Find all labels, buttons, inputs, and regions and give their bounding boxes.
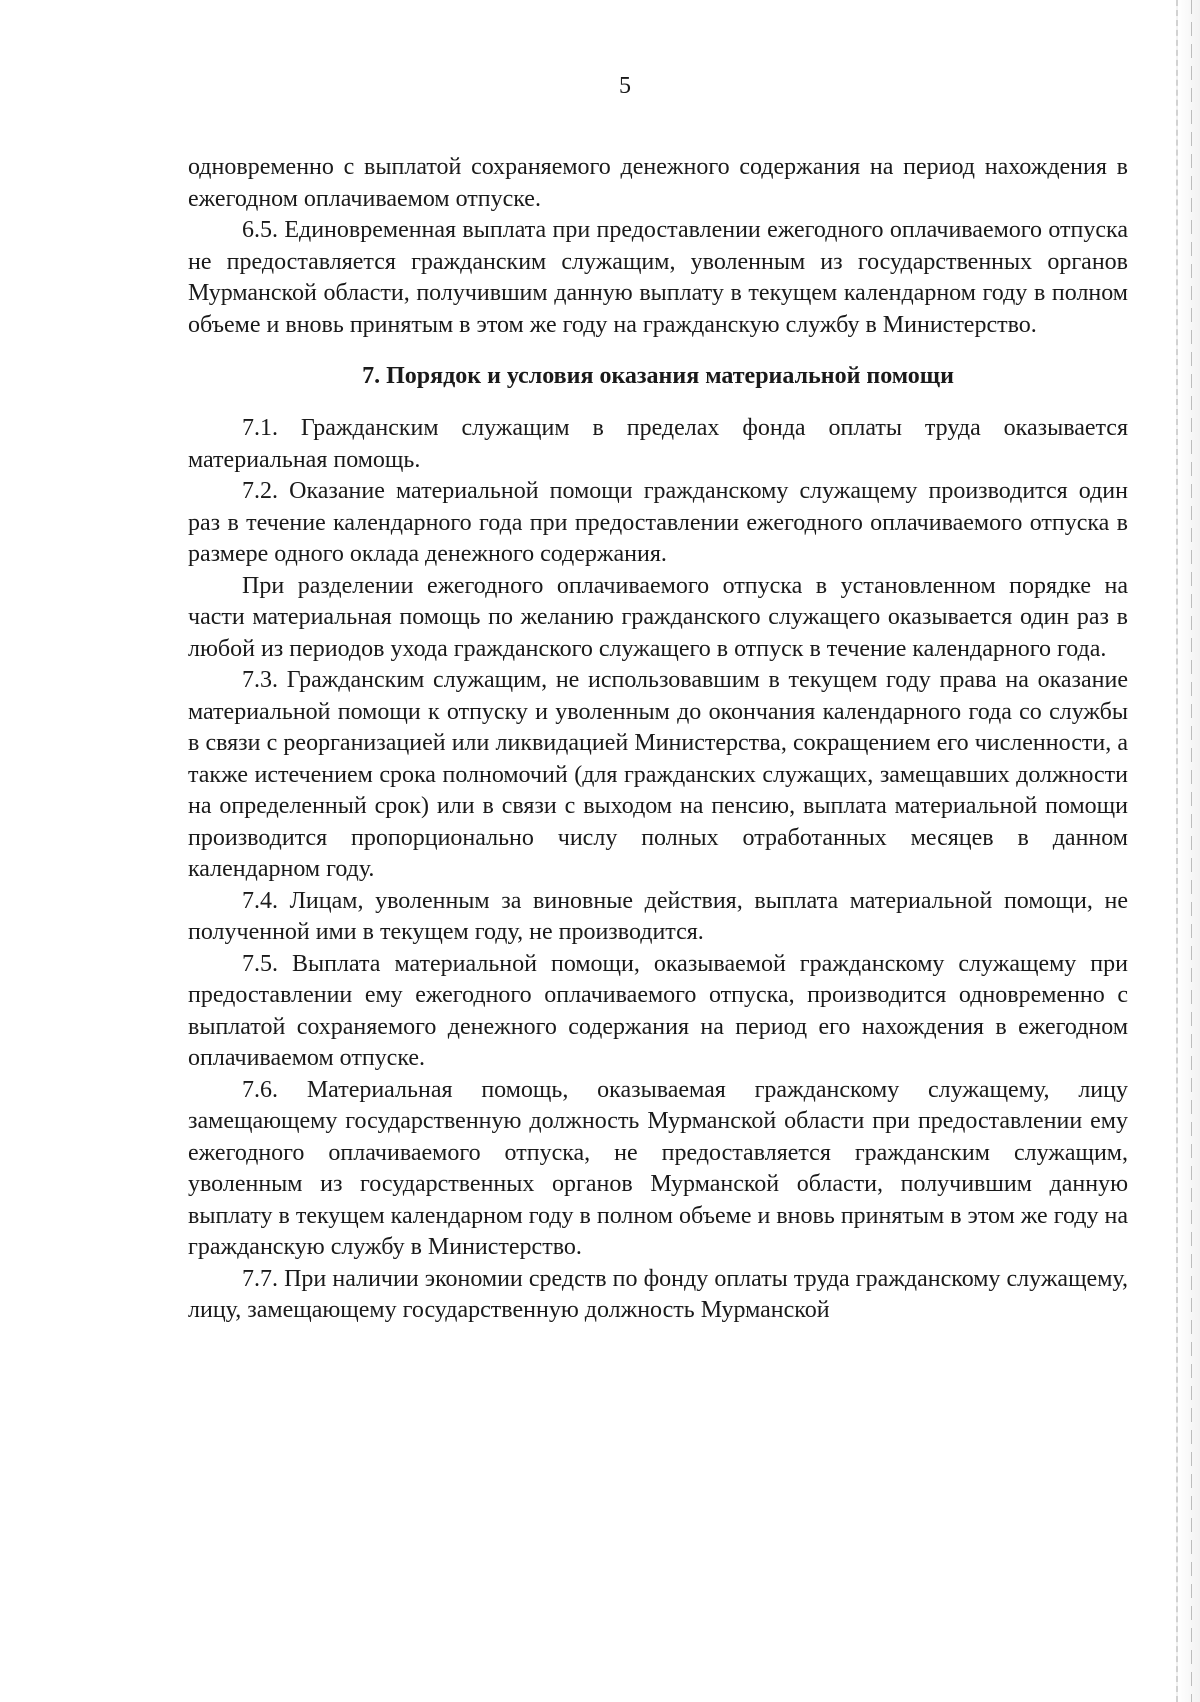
section-heading: 7. Порядок и условия оказания материальной помощи [362,363,954,389]
paragraph: При разделении ежегодного оплачиваемого отпуска в установленном порядке на части материальная помощь по желанию гражданского служащего оказывается один раз в любой из периодов ухода гражданского служащего в отпуск в течение календарного года. [188,572,1128,662]
scan-edge-line [1191,0,1192,1702]
paragraphs-after-heading [188,413,1128,1327]
paragraph: 7.7. При наличии экономии средств по фонду оплаты труда гражданскому служащему, лицу, замещающему государственную должность Мурманской [188,1265,1128,1323]
paragraph: 7.1. Гражданским служащим в пределах фонда оплаты труда оказывается материальная помощь. [188,415,1128,473]
document-body [188,152,1128,1327]
paragraph: 6.5. Единовременная выплата при предоставлении ежегодного оплачиваемого отпуска не предоставляется гражданским служащим, уволенным из государственных органов Мурманской области, получившим данную выплату в текущем календарном году в полном объеме и вновь принятым в этом же году на гражданскую службу в Министерство. [188,217,1128,338]
paragraph: одновременно с выплатой сохраняемого денежного содержания на период нахождения в ежегодном оплачиваемом отпуске. [188,154,1128,212]
paragraphs-before-heading [188,152,1128,341]
paragraph: 7.5. Выплата материальной помощи, оказываемой гражданскому служащему при предоставлении ему ежегодного оплачиваемого отпуска, производится одновременно с выплатой сохраняемого денежного содержания на период его нахождения в ежегодном оплачиваемом отпуске. [188,950,1128,1071]
paragraph: 7.3. Гражданским служащим, не использовавшим в текущем году права на оказание материальной помощи к отпуску и уволенным до окончания календарного года со службы в связи с реорганизацией или ликвидацией Министерства, сокращением его численности, а также истечением срока полномочий (для гражданских служащих, замещавших должности на определенный срок) или в связи с выходом на пенсию, выплата материальной помощи производится пропорционально числу полных отработанных месяцев в данном календарном году. [188,667,1128,882]
paragraph: 7.2. Оказание материальной помощи гражданскому служащему производится один раз в течение календарного года при предоставлении ежегодного оплачиваемого отпуска в размере одного оклада денежного содержания. [188,478,1128,567]
paragraph: 7.4. Лицам, уволенным за виновные действия, выплата материальной помощи, не полученной ими в текущем году, не производится. [188,887,1128,945]
paragraph: 7.6. Материальная помощь, оказываемая гражданскому служащему, лицу замещающему государственную должность Мурманской области при предоставлении ему ежегодного оплачиваемого отпуска, не предоставляется гражданским служащим, уволенным из государственных органов Мурманской области, получившим данную выплату в текущем календарном году в полном объеме и вновь принятым в этом же году на гражданскую службу в Министерство. [188,1076,1128,1260]
scan-page-edge [1176,0,1200,1702]
page-number: 5 [619,73,631,99]
